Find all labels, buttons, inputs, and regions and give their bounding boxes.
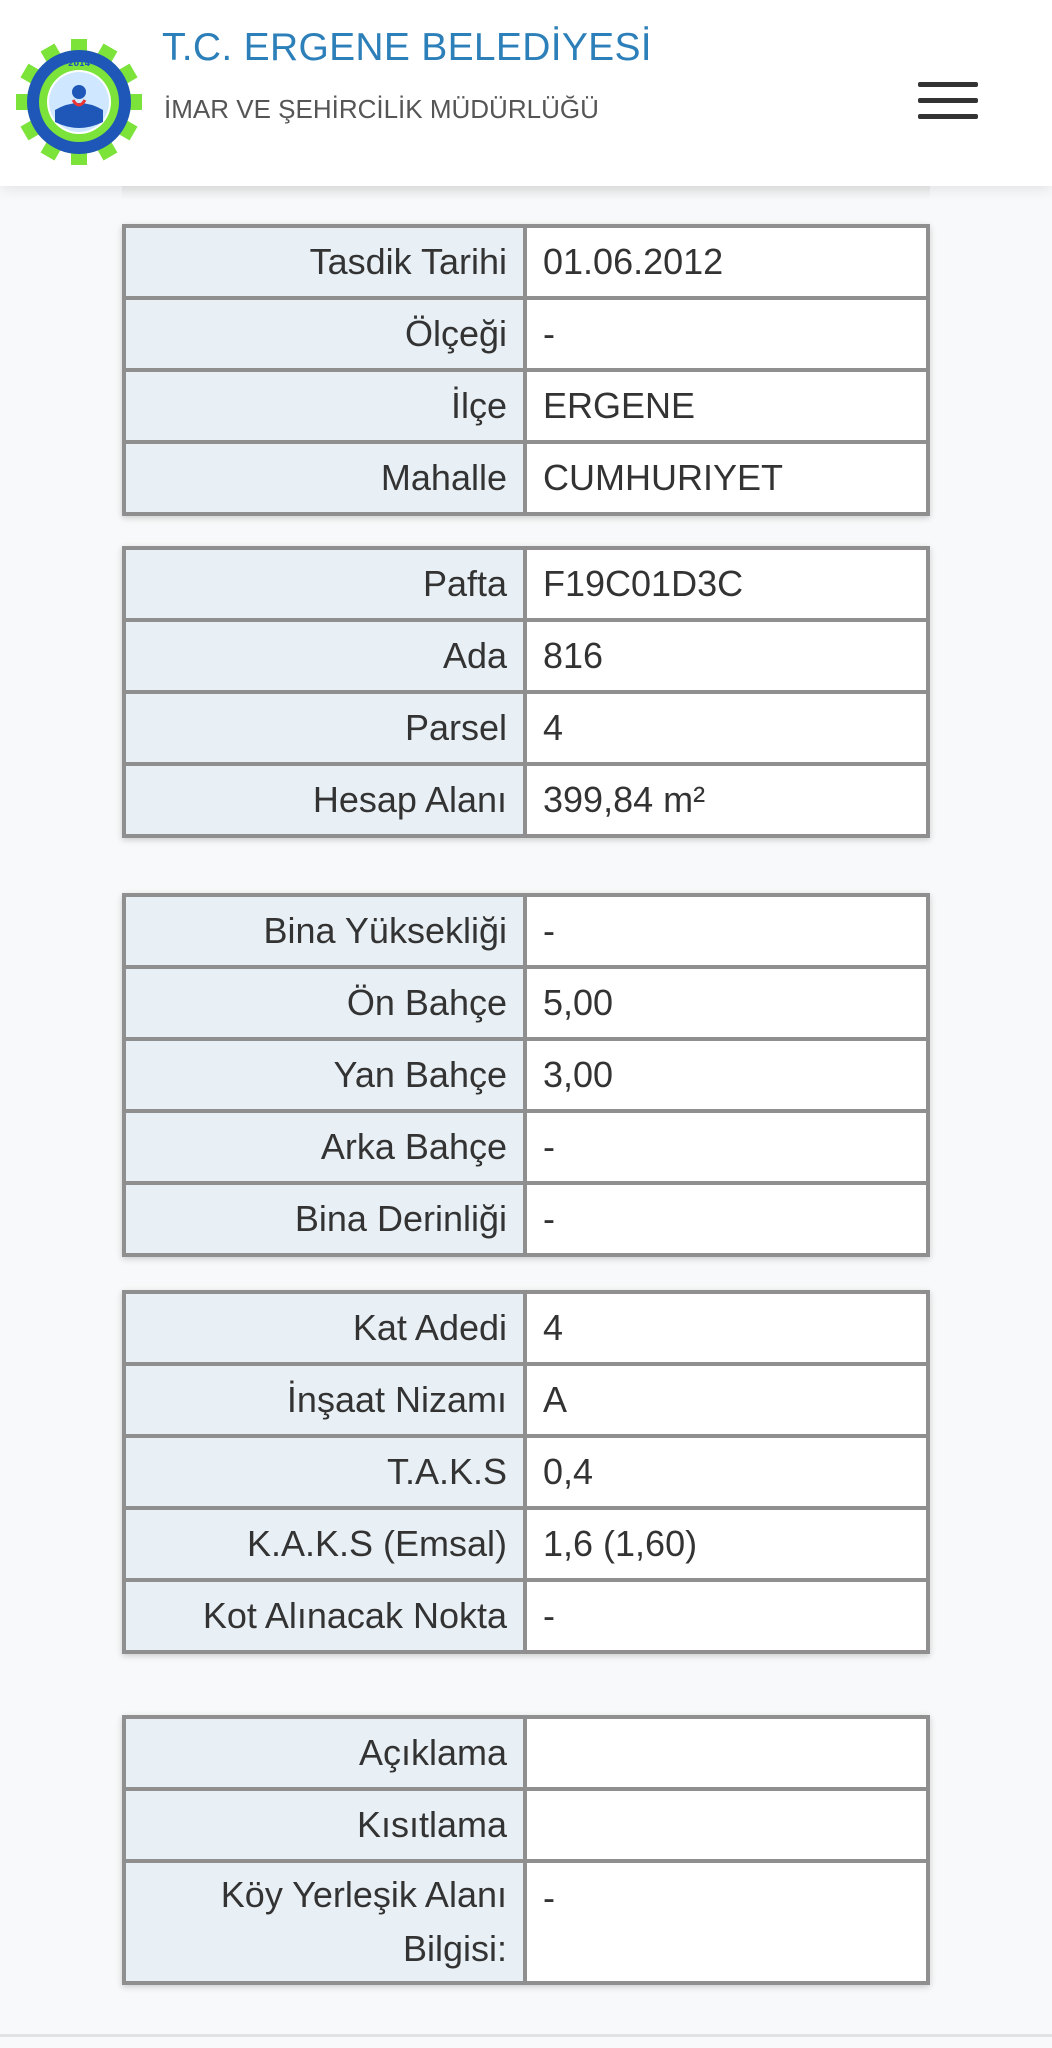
row-value: - bbox=[525, 1861, 928, 1983]
row-label: İlçe bbox=[124, 370, 525, 442]
row-value: 01.06.2012 bbox=[525, 226, 928, 298]
table-row bbox=[124, 1508, 928, 1580]
row-value: A bbox=[525, 1364, 928, 1436]
table-row bbox=[124, 226, 928, 298]
row-value: - bbox=[525, 1183, 928, 1255]
row-label: Parsel bbox=[124, 692, 525, 764]
row-label: Kot Alınacak Nokta bbox=[124, 1580, 525, 1652]
row-value bbox=[525, 1717, 928, 1789]
row-value: CUMHURIYET bbox=[525, 442, 928, 514]
row-label: Arka Bahçe bbox=[124, 1111, 525, 1183]
table-row bbox=[124, 1111, 928, 1183]
row-label: Tasdik Tarihi bbox=[124, 226, 525, 298]
row-label: Açıklama bbox=[124, 1717, 525, 1789]
row-value: 0,4 bbox=[525, 1436, 928, 1508]
row-value: - bbox=[525, 298, 928, 370]
row-label: Kat Adedi bbox=[124, 1292, 525, 1364]
row-label: Kısıtlama bbox=[124, 1789, 525, 1861]
row-label: Ada bbox=[124, 620, 525, 692]
row-label: Hesap Alanı bbox=[124, 764, 525, 836]
row-value: 1,6 (1,60) bbox=[525, 1508, 928, 1580]
row-value: 3,00 bbox=[525, 1039, 928, 1111]
row-label: Köy Yerleşik Alanı Bilgisi: bbox=[124, 1861, 525, 1983]
row-label: T.A.K.S bbox=[124, 1436, 525, 1508]
table-row bbox=[124, 1436, 928, 1508]
table-row bbox=[124, 895, 928, 967]
page-title: T.C. ERGENE BELEDİYESİ bbox=[162, 26, 652, 69]
table-row bbox=[124, 764, 928, 836]
table-row bbox=[124, 1292, 928, 1364]
row-label: Bina Derinliği bbox=[124, 1183, 525, 1255]
page-subtitle: İMAR VE ŞEHİRCİLİK MÜDÜRLÜĞÜ bbox=[164, 94, 599, 124]
row-value: ERGENE bbox=[525, 370, 928, 442]
row-value: - bbox=[525, 895, 928, 967]
row-label: K.A.K.S (Emsal) bbox=[124, 1508, 525, 1580]
table-row bbox=[124, 1364, 928, 1436]
notes-table bbox=[122, 1715, 930, 1985]
row-label: Yan Bahçe bbox=[124, 1039, 525, 1111]
table-row bbox=[124, 1039, 928, 1111]
row-value: 4 bbox=[525, 1292, 928, 1364]
table-row bbox=[124, 442, 928, 514]
table-row bbox=[124, 1789, 928, 1861]
page-bottom-divider bbox=[0, 2034, 1052, 2037]
row-value: 816 bbox=[525, 620, 928, 692]
zoning-plan-table bbox=[122, 224, 930, 516]
row-value: 5,00 bbox=[525, 967, 928, 1039]
building-setback-table bbox=[122, 893, 930, 1257]
row-label: Ön Bahçe bbox=[124, 967, 525, 1039]
table-row bbox=[124, 1717, 928, 1789]
row-value bbox=[525, 1789, 928, 1861]
menu-bar bbox=[918, 114, 978, 119]
table-row bbox=[124, 1580, 928, 1652]
row-value: - bbox=[525, 1580, 928, 1652]
hamburger-menu-icon[interactable] bbox=[918, 78, 982, 126]
row-label: Ölçeği bbox=[124, 298, 525, 370]
table-row bbox=[124, 548, 928, 620]
row-label: Mahalle bbox=[124, 442, 525, 514]
table-row bbox=[124, 967, 928, 1039]
row-label: Bina Yüksekliği bbox=[124, 895, 525, 967]
table-row bbox=[124, 692, 928, 764]
table-row bbox=[124, 298, 928, 370]
municipality-logo-icon[interactable] bbox=[14, 38, 144, 166]
row-value: 399,84 m² bbox=[525, 764, 928, 836]
svg-text:2014: 2014 bbox=[67, 59, 91, 68]
row-value: - bbox=[525, 1111, 928, 1183]
row-value: F19C01D3C bbox=[525, 548, 928, 620]
row-label: İnşaat Nizamı bbox=[124, 1364, 525, 1436]
table-row bbox=[124, 1183, 928, 1255]
table-row bbox=[124, 370, 928, 442]
header-shadow bbox=[122, 186, 930, 200]
app-header bbox=[0, 0, 1052, 186]
row-label: Pafta bbox=[124, 548, 525, 620]
row-value: 4 bbox=[525, 692, 928, 764]
table-row bbox=[124, 620, 928, 692]
construction-ratio-table bbox=[122, 1290, 930, 1654]
parcel-table bbox=[122, 546, 930, 838]
table-row bbox=[124, 1861, 928, 1983]
menu-bar bbox=[918, 98, 978, 103]
menu-bar bbox=[918, 82, 978, 87]
